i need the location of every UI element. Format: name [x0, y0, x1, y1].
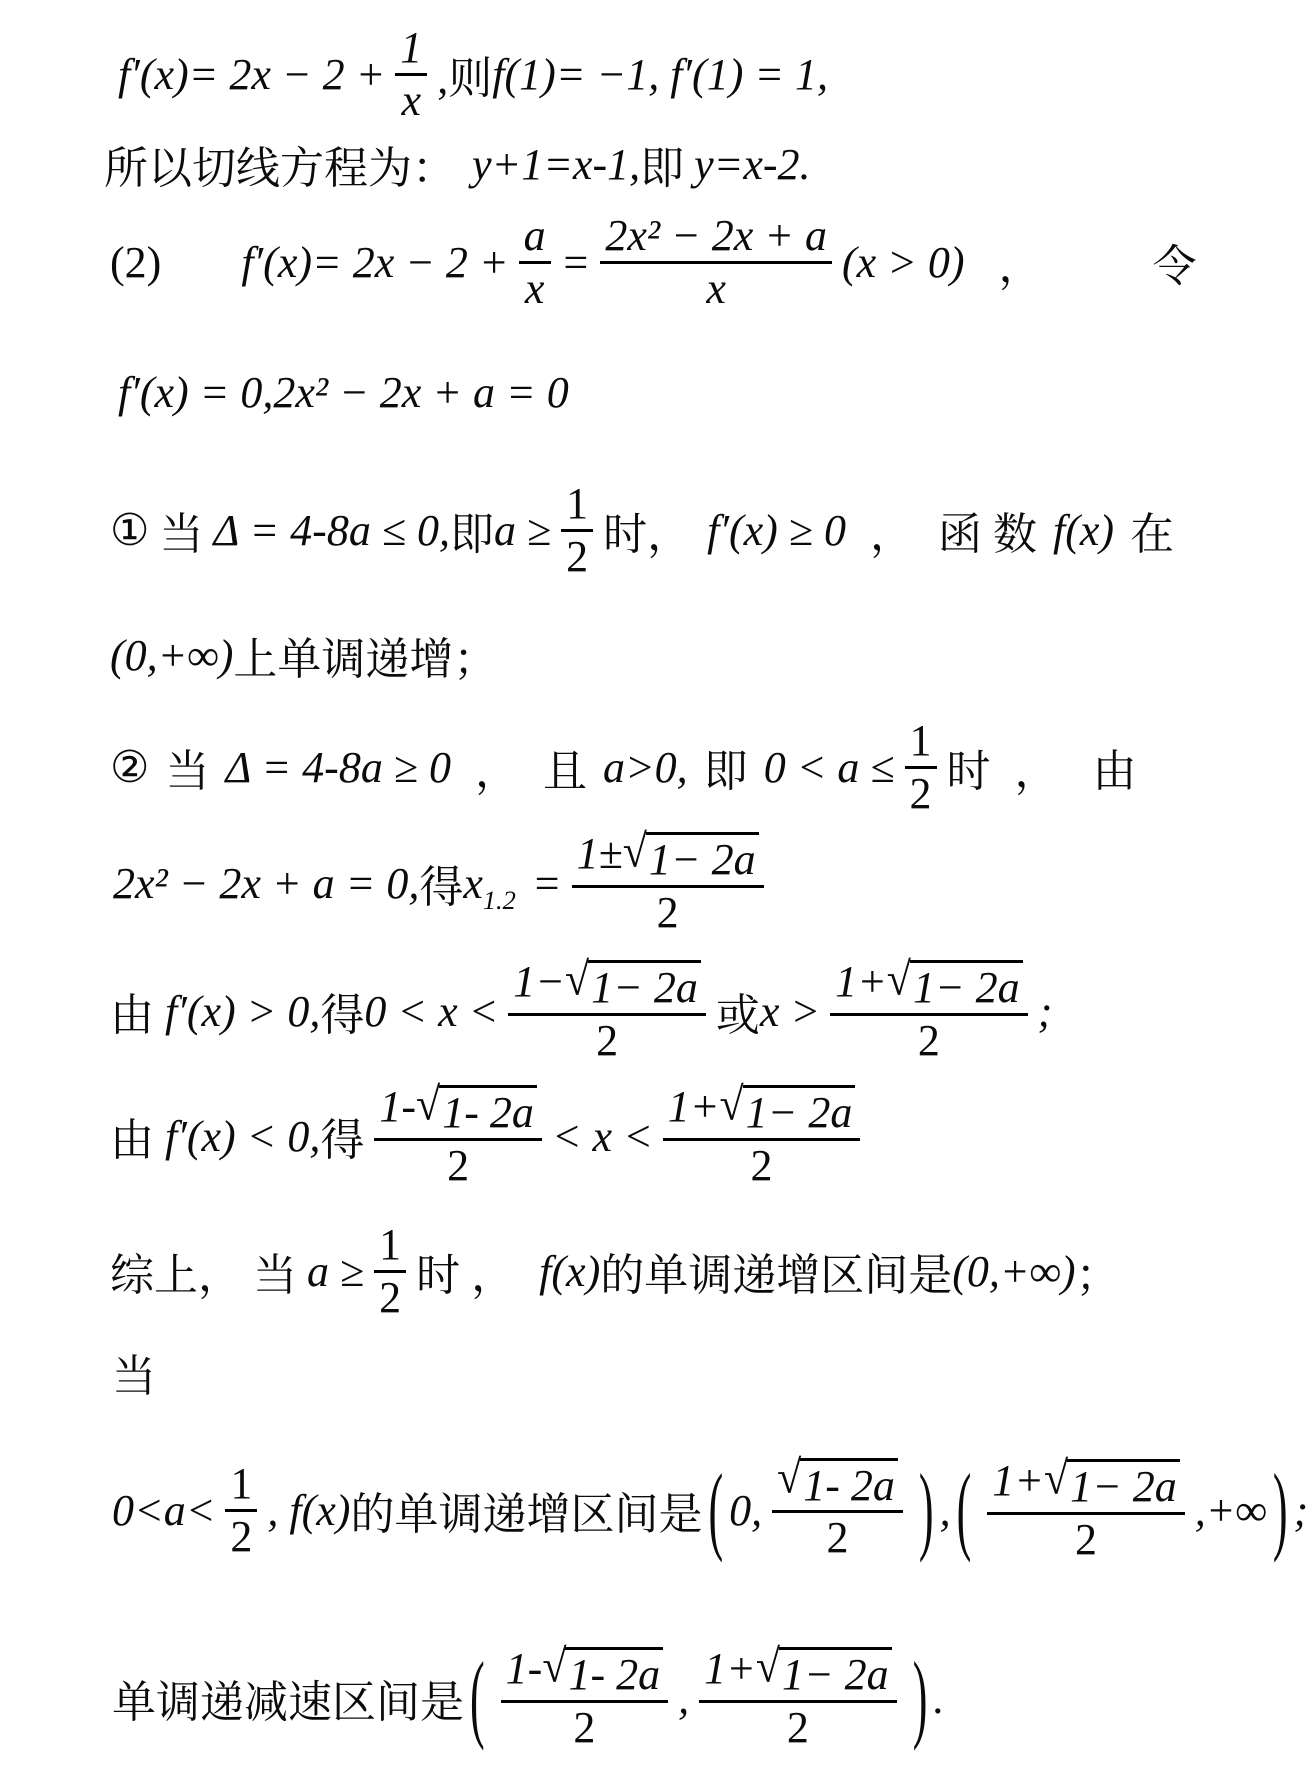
numerator-prefix: 1− [513, 957, 565, 1007]
math-run: a>0, [602, 742, 688, 792]
subscripted-variable [463, 858, 516, 916]
math-run: ,+∞ [1194, 1485, 1267, 1535]
math-run: f(1)= −1, f′(1) = 1, [492, 49, 829, 99]
big-open-paren: ( [470, 1641, 485, 1752]
fraction [374, 1078, 541, 1190]
fraction [225, 1459, 257, 1561]
denominator: 2 [750, 1140, 773, 1190]
radical-sign: √ [755, 1640, 780, 1693]
math-run: y+1=x-1, [472, 139, 641, 189]
chinese-run: 即 [703, 747, 748, 796]
math-run: 0 < x < [364, 986, 499, 1036]
denominator: 2 [596, 1015, 619, 1065]
fraction [508, 953, 706, 1065]
denominator: 2 [917, 1015, 940, 1065]
line-1 [118, 24, 828, 124]
math-run: < x < [551, 1111, 653, 1161]
square-root [565, 953, 701, 1013]
radical-sign: √ [1043, 1452, 1069, 1505]
denominator: 2 [826, 1513, 849, 1562]
comma: ， [1014, 747, 1059, 796]
math-run: 0<a< [112, 1485, 216, 1535]
fraction [572, 825, 764, 937]
semicolon: ; [1293, 1485, 1308, 1535]
numerator-prefix: 1- [505, 1644, 543, 1694]
denominator: 2 [566, 531, 589, 581]
math-run: a ≥ [493, 505, 552, 555]
math-run: f(x) [289, 1485, 351, 1535]
radical-sign: √ [416, 1078, 441, 1131]
math-run: a ≥ [307, 1246, 365, 1296]
comma: , [678, 1673, 690, 1723]
comma: , [939, 1485, 951, 1535]
chinese-run: 所以切线方程为： [104, 144, 456, 193]
denominator: 2 [447, 1140, 470, 1190]
comma: ， [474, 747, 519, 796]
equals-sign: = [560, 237, 591, 287]
line-4 [118, 362, 569, 422]
numerator: 1 [400, 23, 423, 73]
line-3 [110, 208, 1196, 316]
math-run: f′(x) = 0,2x² − 2x + a = 0 [118, 367, 569, 417]
fraction [905, 716, 937, 818]
line-14 [112, 1628, 944, 1768]
line-10 [110, 1080, 870, 1192]
chinese-run: 上单调递增； [233, 635, 498, 684]
numerator: 2x² − 2x + a [605, 211, 827, 261]
chinese-run: 在 [1130, 510, 1175, 559]
denominator: 2 [573, 1702, 596, 1752]
radicand: 1- 2a [565, 1647, 663, 1699]
chinese-run: 的单调递增区间是 [350, 1490, 703, 1539]
math-run: f(x) [1052, 505, 1115, 555]
chinese-run: 当 [165, 747, 210, 796]
denominator: x [706, 263, 726, 313]
math-run: f′(x)= 2x − 2 + [118, 49, 386, 99]
numerator: 1 [566, 479, 589, 529]
radical-sign: √ [622, 825, 647, 878]
square-root [777, 1450, 898, 1510]
denominator: x [401, 75, 422, 125]
radicand: 1− 2a [743, 1085, 856, 1137]
line-7 [110, 716, 1137, 818]
radical-sign: √ [777, 1450, 802, 1503]
math-run: Δ = 4-8a ≥ 0 [225, 742, 451, 792]
line-9 [110, 955, 1052, 1067]
fraction [663, 1078, 861, 1190]
line-11 [110, 1220, 1120, 1322]
math-run: (0,+∞) [952, 1246, 1076, 1296]
line-8 [113, 825, 774, 938]
comma: ， [998, 242, 1043, 291]
radicand: 1− 2a [910, 960, 1023, 1012]
denominator: 2 [786, 1702, 809, 1752]
math-run: 0, [729, 1485, 763, 1535]
numerator: 1 [379, 1220, 402, 1270]
big-open-paren: ( [956, 1453, 972, 1564]
math-run: Δ = 4-8a ≤ 0, [213, 505, 450, 555]
subscript: 1.2 [482, 885, 516, 916]
radicand: 1− 2a [646, 832, 759, 884]
big-close-paren: ) [918, 1453, 934, 1564]
chinese-run: 由 [1092, 747, 1137, 796]
chinese-run: 由 [110, 991, 165, 1040]
square-root [886, 953, 1023, 1013]
denominator: 2 [656, 887, 679, 937]
numerator: 1 [909, 716, 932, 766]
equals-sign: = [531, 858, 562, 908]
math-run: y=x-2. [694, 139, 811, 189]
chinese-run: 得 [320, 1116, 365, 1165]
numerator-prefix: 1+ [667, 1082, 720, 1132]
math-run: f(x) [539, 1246, 601, 1296]
big-close-paren: ) [912, 1641, 928, 1752]
radical-sign: √ [719, 1078, 744, 1131]
math-run: f′(x)= 2x − 2 + [241, 237, 509, 287]
chinese-run: 时 [946, 747, 991, 796]
period: . [933, 1673, 945, 1723]
radical-sign: √ [542, 1640, 567, 1693]
chinese-run: ,则 [437, 54, 493, 103]
chinese-run: 综上， 当 [110, 1251, 297, 1300]
chinese-run: 当 [112, 1352, 156, 1401]
chinese-run: 的单调递增区间是 [600, 1251, 953, 1300]
fraction [519, 211, 551, 313]
fraction [561, 479, 593, 581]
square-root [719, 1078, 855, 1138]
numerator-prefix: 1+ [835, 957, 887, 1007]
numerator-prefix: 1- [379, 1082, 417, 1132]
math-run: (x > 0) [841, 237, 965, 287]
math-run: 0 < a ≤ [763, 742, 895, 792]
chinese-run: 函 数 [937, 510, 1037, 559]
radical-sign: √ [886, 953, 911, 1006]
square-root [542, 1640, 663, 1700]
semicolon: ; [1037, 986, 1053, 1036]
numerator-prefix: 1± [576, 829, 623, 879]
denominator: 2 [909, 768, 932, 818]
math-run: (0,+∞) [110, 630, 234, 680]
fraction [772, 1450, 903, 1563]
chinese-run: 即 [640, 144, 685, 193]
math-run: f′(x) ≥ 0 [707, 505, 846, 555]
chinese-run: 即 [449, 510, 494, 559]
radicand: 1− 2a [1067, 1459, 1180, 1511]
numerator: a [523, 211, 546, 261]
square-root [755, 1640, 892, 1700]
line-12 [112, 1348, 156, 1401]
chinese-run: 单调递减速区间是 [112, 1678, 464, 1727]
variable-x: x [463, 858, 483, 908]
radicand: 1− 2a [588, 960, 701, 1012]
semicolon: ； [1075, 1251, 1120, 1300]
math-run: f′(x) < 0, [165, 1111, 321, 1161]
square-root [622, 825, 759, 885]
chinese-run: 且 [542, 747, 587, 796]
fraction [987, 1452, 1185, 1564]
numerator-prefix: 1+ [704, 1644, 756, 1694]
radicand: 1- 2a [800, 1458, 898, 1510]
line-2 [104, 138, 811, 193]
fraction [501, 1640, 668, 1752]
chinese-run: 时 ， [416, 1251, 516, 1300]
radicand: 1- 2a [439, 1085, 537, 1137]
math-run: 2x² − 2x + a = 0, [113, 858, 420, 908]
fraction [830, 953, 1028, 1065]
big-open-paren: ( [708, 1453, 724, 1564]
chinese-run: 得 [419, 863, 464, 912]
big-close-paren: ) [1272, 1453, 1288, 1564]
fraction [600, 211, 832, 313]
chinese-run: 由 [110, 1116, 165, 1165]
line-6 [110, 625, 497, 685]
fraction [395, 23, 427, 125]
numerator: 1 [230, 1459, 253, 1509]
comma: ， [869, 510, 914, 559]
radicand: 1− 2a [779, 1647, 892, 1699]
circled-two-mark: ② [110, 742, 150, 792]
denominator: 2 [230, 1511, 253, 1561]
denominator: 2 [379, 1272, 402, 1322]
chinese-run: 令 [1152, 242, 1197, 291]
denominator: x [524, 263, 545, 313]
line-13 [112, 1443, 1308, 1577]
chinese-run: 当 [159, 510, 204, 559]
fraction [699, 1640, 897, 1752]
chinese-run: 时， [603, 510, 692, 559]
line-5 [110, 479, 1175, 581]
circled-one-mark: ① [110, 505, 150, 555]
square-root [1043, 1452, 1180, 1512]
chinese-run: 或 [715, 991, 760, 1040]
comma: , [267, 1485, 290, 1535]
square-root [416, 1078, 537, 1138]
fraction [374, 1220, 406, 1322]
numerator-prefix: 1+ [992, 1456, 1044, 1506]
math-run: x > [759, 986, 821, 1036]
chinese-run: 得 [320, 991, 365, 1040]
math-run: f′(x) > 0, [165, 986, 321, 1036]
denominator: 2 [1075, 1514, 1098, 1564]
item-label: (2) [110, 237, 162, 287]
radical-sign: √ [565, 953, 590, 1006]
